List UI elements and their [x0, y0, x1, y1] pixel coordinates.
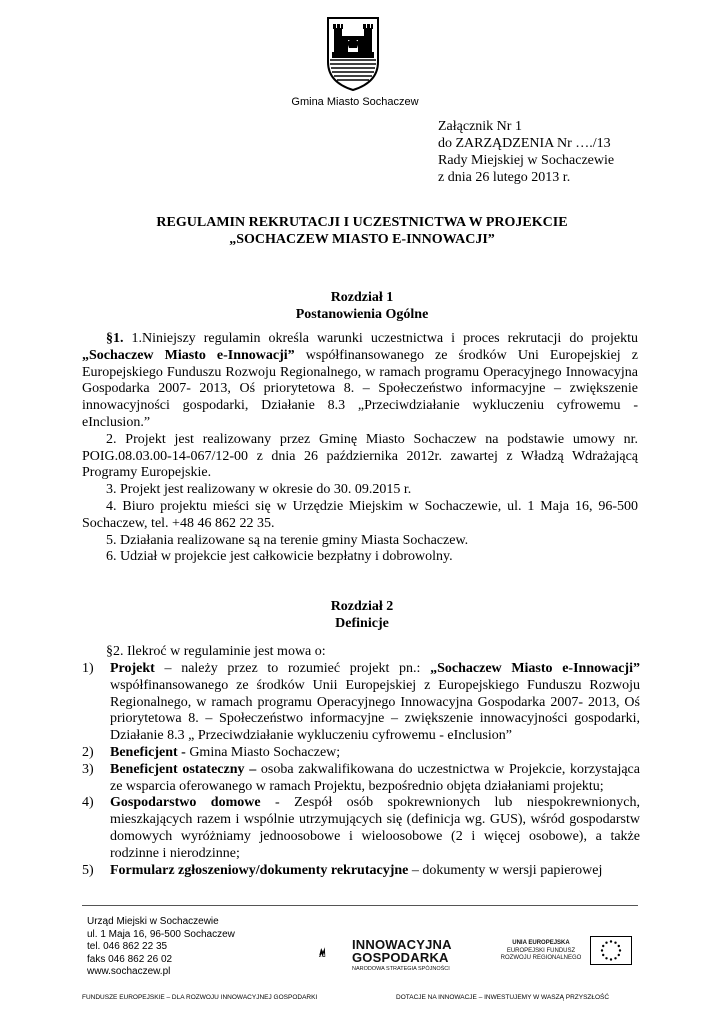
definitions-intro: §2. Ilekroć w regulaminie jest mowa o: — [106, 644, 326, 659]
definitions-list — [82, 661, 640, 879]
eu-star-icon — [610, 940, 612, 942]
eu-star-icon — [602, 954, 604, 956]
attachment-line: Rady Miejskiej w Sochaczewie — [438, 153, 615, 168]
chapter-2-heading — [60, 598, 664, 632]
innovative-economy-logo-icon — [318, 928, 352, 976]
definition-text: współfinansowanego ze środków Unii Europejskiej z Europejskiego Funduszu Rozwoju Regionalnego, w ramach programu Operacyjnego Innowacyjna Gospodarka 2007- 2013, Oś priorytetowa 8. – Społeczeństwo informacyjne – zwiększenie innowacyjności gospodarki, Działanie 8.3 „ Przeciwdziałanie wykluczeniu cyfrowemu - eInclusion” — [110, 677, 640, 744]
logo-line: GOSPODARKA — [352, 950, 449, 965]
eu-line: EUROPEJSKI FUNDUSZ — [506, 947, 576, 954]
eu-star-icon — [605, 957, 607, 959]
definition-text: – należy przez to rozumieć projekt pn.: — [154, 661, 431, 676]
section-number: §1. — [106, 331, 124, 346]
chapter-1-body — [82, 331, 638, 566]
website-link[interactable]: www.sochaczew.pl — [87, 966, 171, 978]
paragraph-2: 2. Projekt jest realizowany przez Gminę Miasto Sochaczew na podstawie umowy nr. POIG.08.03.00-14-067/12-00 z dnia 26 października 2012r. zawartej z Władzą Wdrażającą Programy Europejskie. — [82, 431, 638, 481]
definition-term: Formularz zgłoszeniowy/dokumenty rekrutacyjne — [110, 862, 409, 878]
eu-star-icon — [618, 945, 620, 947]
chapter-label: Rozdział 1 — [330, 290, 394, 305]
definition-term: Beneficjent ostateczny – — [110, 761, 257, 777]
definition-item — [82, 661, 640, 745]
attachment-line: Załącznik Nr 1 — [438, 119, 522, 134]
definition-text: - Zespół osób spokrewnionych lub niespokrewnionych, mieszkających razem i wspólnie utrzymujących się (definicja wg. GUS), wśród gospodarstw domowych wyróżniamy jednoosobowe i wieloosobowe (2 i więcej osobowe), a także rodzinne i nierodzinne; — [110, 795, 640, 861]
project-name: „Sochaczew Miasto e-Innowacji” — [82, 347, 295, 363]
chapter-1-heading — [60, 289, 664, 323]
item-number: 1) — [82, 661, 94, 676]
document-title — [60, 214, 664, 248]
address-line: ul. 1 Maja 16, 96-500 Sochaczew — [87, 928, 235, 940]
paragraph-3: 3. Projekt jest realizowany w okresie do 30. 09.2015 r. — [106, 482, 412, 498]
footer-slogan-left: FUNDUSZE EUROPEJSKIE – DLA ROZWOJU INNOWACYJNEJ GOSPODARKI — [82, 994, 318, 1001]
paragraph-6: 6. Udział w projekcie jest całkowicie bezpłatny i dobrowolny. — [106, 549, 453, 565]
definition-item — [82, 762, 640, 796]
logo-line: INNOWACYJNA — [352, 937, 452, 952]
eu-star-icon — [614, 957, 616, 959]
definition-term: Projekt — [110, 661, 155, 676]
chapter-name: Definicje — [335, 616, 389, 631]
definition-item — [82, 863, 640, 880]
eu-star-icon — [602, 945, 604, 947]
paragraph-text: współfinansowanego ze środków Uni Europejskiej z Europejskiego Funduszu Rozwoju Regionalnego, w ramach programu Operacyjnego Innowacyjna Gospodarka 2007- 2013, Oś priorytetowa 8. – Społeczeństwo informacyjne – zwiększenie innowacyjności gospodarki, Działanie 8.3 „Przeciwdziałanie wykluczeniu cyfrowemu - eInclusion.” — [82, 347, 638, 430]
item-number: 4) — [82, 795, 94, 811]
footer-slogan-right: DOTACJE NA INNOWACJE – INWESTUJEMY W WASZĄ PRZYSZŁOŚĆ — [396, 994, 610, 1001]
title-line: „SOCHACZEW MIASTO E-INNOWACJI” — [229, 232, 495, 247]
project-name: „Sochaczew Miasto e-Innowacji” — [430, 661, 640, 676]
eu-line: UNIA EUROPEJSKA — [512, 940, 570, 946]
innovative-economy-logo-text — [352, 938, 452, 964]
definition-text: Gmina Miasto Sochaczew; — [185, 744, 341, 760]
eu-star-icon — [605, 942, 607, 944]
definition-term: Beneficjent - — [110, 744, 186, 760]
definition-item — [82, 795, 640, 862]
definition-item — [82, 745, 640, 762]
definition-text: – dokumenty w wersji papierowej — [408, 862, 603, 878]
item-number: 3) — [82, 761, 94, 777]
definition-term: Gospodarstwo domowe — [110, 795, 261, 811]
paragraph-5: 5. Działania realizowane są na terenie gminy Miasta Sochaczew. — [106, 532, 469, 548]
eu-star-icon — [618, 954, 620, 956]
attachment-header — [438, 118, 614, 186]
paragraph-1 — [82, 331, 638, 432]
eu-flag-icon — [590, 936, 632, 965]
municipality-name: Gmina Miasto Sochaczew — [291, 96, 419, 108]
title-line: REGULAMIN REKRUTACJI I UCZESTNICTWA W PROJEKCIE — [156, 215, 568, 230]
eu-star-icon — [601, 949, 603, 951]
address-line: tel. 046 862 22 35 — [87, 941, 168, 953]
item-number: 5) — [82, 862, 94, 878]
eu-star-icon — [610, 958, 612, 960]
paragraph-text: 1.Niniejszy regulamin określa warunki uczestnictwa i proces rekrutacji do projektu — [123, 331, 638, 346]
paragraph-4: 4. Biuro projektu mieści się w Urzędzie Miejskim w Sochaczewie, ul. 1 Maja 16, 96-500 Sochaczew, tel. +48 46 862 22 35. — [82, 498, 638, 531]
address-line: Urząd Miejski w Sochaczewie — [87, 916, 219, 927]
eu-star-icon — [619, 949, 621, 951]
footer-divider — [82, 905, 638, 906]
attachment-line: z dnia 26 lutego 2013 r. — [438, 170, 571, 185]
address-line: faks 046 862 26 02 — [87, 953, 173, 965]
innovative-economy-subtitle: NARODOWA STRATEGIA SPÓJNOŚCI — [352, 966, 450, 972]
chapter-name: Postanowienia Ogólne — [295, 307, 429, 322]
eu-star-icon — [614, 942, 616, 944]
city-crest-icon — [326, 16, 380, 92]
eu-line: ROZWOJU REGIONALNEGO — [500, 955, 582, 961]
chapter-label: Rozdział 2 — [330, 599, 394, 614]
attachment-line: do ZARZĄDZENIA Nr …./13 — [438, 136, 611, 151]
eu-fund-label — [496, 940, 586, 963]
item-number: 2) — [82, 744, 94, 760]
footer-address — [87, 916, 235, 979]
definition-text: osoba zakwalifikowana do uczestnictwa w Projekcie, korzystająca ze wsparcia oferowanego w ramach Projektu, bezpośrednio objęta działaniami projektu; — [110, 761, 640, 794]
